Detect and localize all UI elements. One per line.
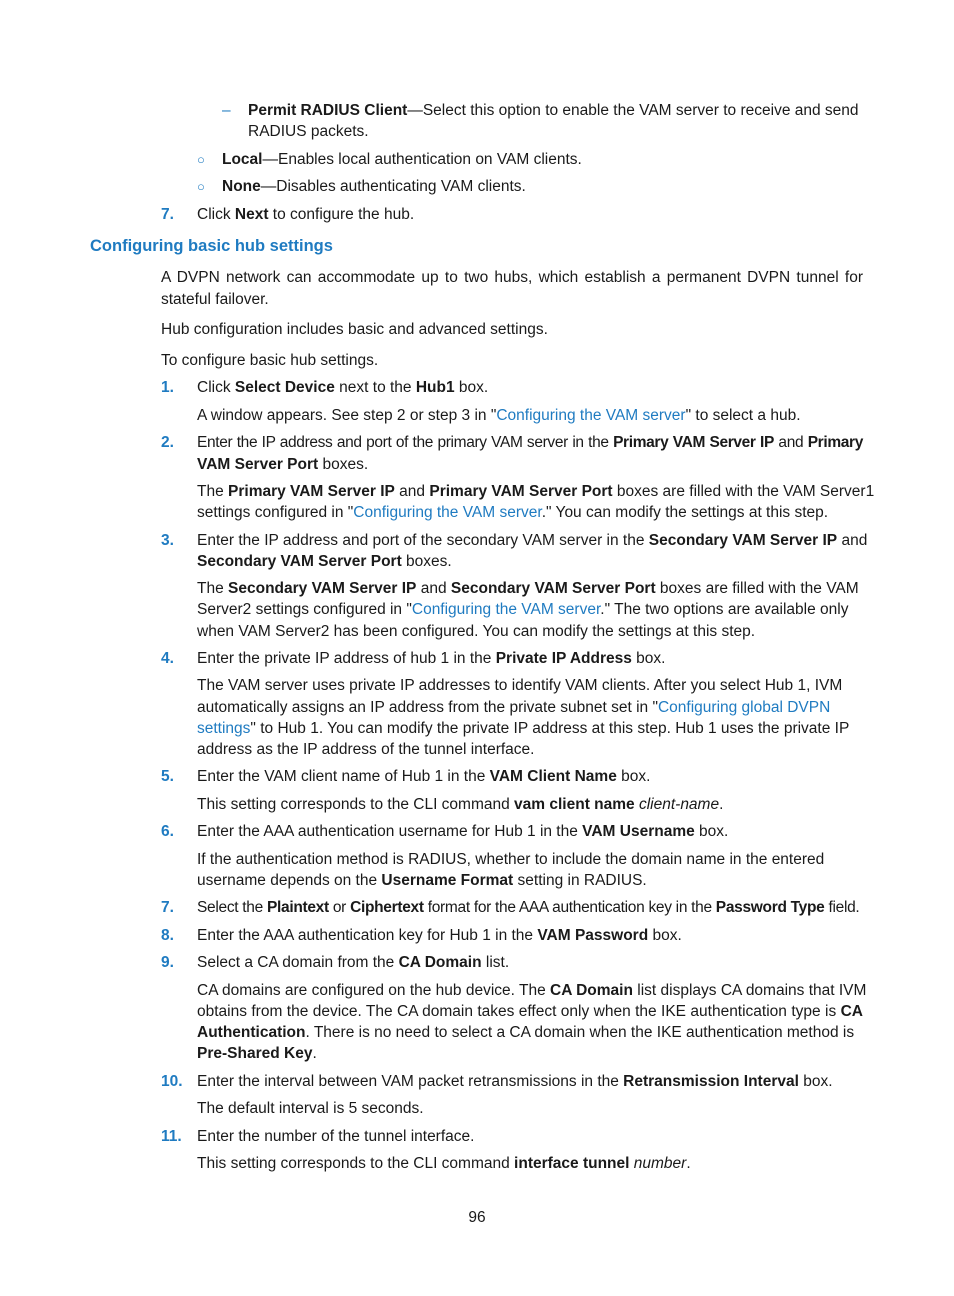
- text: " to select a hub.: [685, 407, 801, 424]
- term: VAM Client Name: [489, 768, 617, 785]
- step-10-note: The default interval is 5 seconds.: [197, 1100, 424, 1117]
- text: Click: [197, 206, 235, 223]
- step-2-cont: [197, 454, 368, 475]
- permit-radius-client-item-cont: RADIUS packets.: [248, 123, 369, 140]
- step-6-note-cont: [197, 870, 647, 891]
- text: " to Hub 1. You can modify the private IP address at this step. Hub 1 uses the private IP: [250, 720, 850, 737]
- text: .: [719, 796, 724, 813]
- text: box.: [616, 768, 651, 785]
- step-3: [197, 530, 868, 551]
- text: box.: [798, 1073, 833, 1090]
- text: setting in RADIUS.: [513, 872, 647, 889]
- step-9-note-cont: [197, 1001, 863, 1022]
- step-9: [197, 952, 509, 973]
- step-8: [197, 925, 682, 946]
- text: boxes.: [401, 553, 452, 570]
- section-heading: Configuring basic hub settings: [90, 237, 333, 255]
- step-6: [197, 821, 728, 842]
- term: CA Domain: [398, 954, 482, 971]
- text: list displays CA domains that IVM: [632, 982, 867, 999]
- term: Permit RADIUS Client: [248, 102, 408, 119]
- intro-paragraph-line: A DVPN network can accommodate up to two hubs, which establish a permanent DVPN tunnel for: [161, 269, 863, 286]
- term: Primary VAM Server IP: [613, 434, 774, 451]
- text: field.: [824, 899, 860, 916]
- text: and: [394, 483, 430, 500]
- step-9-note-cont: [197, 1022, 854, 1043]
- term: Select Device: [234, 379, 335, 396]
- text: automatically assigns an IP address from the private subnet set in ": [197, 699, 658, 716]
- cli-argument: number: [633, 1155, 687, 1172]
- configuring-global-dvpn-settings-link[interactable]: Configuring global DVPN: [657, 699, 831, 716]
- term: Primary: [807, 434, 863, 451]
- text: This setting corresponds to the CLI command: [197, 796, 515, 813]
- step-9-note-cont: [197, 1043, 317, 1064]
- text: Select the: [197, 899, 267, 916]
- term: None: [222, 178, 261, 195]
- text: . There is no need to select a CA domain when the IKE authentication method is: [305, 1024, 855, 1041]
- permit-radius-client-item: [248, 100, 859, 121]
- step-2-note: [197, 481, 874, 502]
- step-7-top: [197, 204, 414, 225]
- step-number: 3.: [161, 532, 174, 549]
- step-1-note: [197, 405, 801, 426]
- step-5: [197, 766, 650, 787]
- step-number: 2.: [161, 434, 174, 451]
- step-number: 11.: [161, 1128, 182, 1145]
- step-4-note-cont: address as the IP address of the tunnel interface.: [197, 741, 535, 758]
- term: Primary VAM Server IP: [228, 483, 395, 500]
- text: obtains from the device. The CA domain takes effect only when the IKE authentication type is: [197, 1003, 841, 1020]
- step-4-note-cont: [197, 697, 830, 718]
- text: Enter the interval between VAM packet retransmissions in the: [197, 1073, 624, 1090]
- term: Password Type: [715, 899, 825, 916]
- text: and: [416, 580, 451, 597]
- step-4-note: The VAM server uses private IP addresses to identify VAM clients. After you select Hub 1, IVM: [197, 677, 843, 694]
- text: box.: [648, 927, 682, 944]
- term: VAM Username: [582, 823, 695, 840]
- text: .: [312, 1045, 317, 1062]
- term: Private IP Address: [495, 650, 632, 667]
- circle-bullet-icon: ○: [197, 152, 205, 167]
- term: Local: [222, 151, 263, 168]
- step-number: 4.: [161, 650, 174, 667]
- text: The: [197, 580, 229, 597]
- text: The: [197, 483, 229, 500]
- intro-paragraph: To configure basic hub settings.: [161, 352, 379, 369]
- step-3-note-cont: when VAM Server2 has been configured. You can modify the settings at this step.: [197, 623, 756, 640]
- text: and: [774, 434, 808, 451]
- term: Secondary VAM Server IP: [648, 532, 838, 549]
- text: Click: [197, 379, 235, 396]
- desc: —Disables authenticating VAM clients.: [260, 178, 526, 195]
- text: next to the: [334, 379, 416, 396]
- term: VAM Password: [537, 927, 649, 944]
- text: boxes are filled with the VAM: [655, 580, 859, 597]
- text: list.: [481, 954, 510, 971]
- text: CA domains are configured on the hub device. The: [197, 982, 550, 999]
- intro-paragraph: Hub configuration includes basic and advanced settings.: [161, 321, 548, 338]
- local-item: [222, 149, 582, 170]
- text: box.: [631, 650, 666, 667]
- step-3-note: [197, 578, 859, 599]
- text: Enter the IP address and port of the secondary VAM server in the: [197, 532, 649, 549]
- term: Ciphertext: [350, 899, 424, 916]
- step-number: 6.: [161, 823, 174, 840]
- text: ." The two options are available only: [600, 601, 849, 618]
- text: Enter the AAA authentication key for Hub 1 in the: [197, 927, 538, 944]
- step-2-note-cont: [197, 502, 828, 523]
- step-5-note: [197, 794, 723, 815]
- step-number: 5.: [161, 768, 174, 785]
- text: boxes.: [318, 456, 369, 473]
- text: Enter the IP address and port of the primary VAM server in the: [197, 434, 614, 451]
- dash-bullet: –: [222, 102, 231, 119]
- cli-command: vam client name: [514, 796, 635, 813]
- text: This setting corresponds to the CLI command: [197, 1155, 515, 1172]
- circle-bullet-icon: ○: [197, 179, 205, 194]
- text: format for the AAA authentication key in the: [423, 899, 716, 916]
- text: .: [686, 1155, 691, 1172]
- step-number: 8.: [161, 927, 174, 944]
- text: or: [328, 899, 351, 916]
- term: Next: [234, 206, 269, 223]
- desc: —Enables local authentication on VAM clients.: [262, 151, 582, 168]
- cli-argument: client-name: [638, 796, 720, 813]
- term: Username Format: [381, 872, 514, 889]
- text: to configure the hub.: [268, 206, 415, 223]
- text: box.: [454, 379, 489, 396]
- step-number: 1.: [161, 379, 174, 396]
- step-number: 7.: [161, 206, 174, 223]
- text: ." You can modify the settings at this step.: [541, 504, 829, 521]
- term: Primary VAM Server Port: [429, 483, 613, 500]
- text: A window appears. See step 2 or step 3 in ": [197, 407, 497, 424]
- step-4: [197, 648, 665, 669]
- step-number: 10.: [161, 1073, 183, 1090]
- step-number: 7.: [161, 899, 174, 916]
- step-2: [197, 432, 863, 453]
- term: Secondary VAM Server Port: [450, 580, 656, 597]
- term: VAM Server Port: [197, 456, 319, 473]
- page-number: 96: [468, 1209, 486, 1226]
- configuring-global-dvpn-settings-link[interactable]: settings: [197, 720, 251, 737]
- intro-paragraph-line: stateful failover.: [161, 291, 269, 308]
- text: Enter the VAM client name of Hub 1 in the: [197, 768, 490, 785]
- term: Secondary VAM Server IP: [228, 580, 417, 597]
- configuring-vam-server-link[interactable]: Configuring the VAM server: [411, 601, 601, 618]
- cli-command: interface tunnel: [514, 1155, 630, 1172]
- text: Server2 settings configured in ": [197, 601, 412, 618]
- term: Authentication: [197, 1024, 306, 1041]
- term: CA Domain: [550, 982, 633, 999]
- configuring-vam-server-link[interactable]: Configuring the VAM server: [496, 407, 686, 424]
- term: Secondary VAM Server Port: [197, 553, 402, 570]
- term: Hub1: [415, 379, 455, 396]
- step-3-note-cont: [197, 599, 848, 620]
- text: Enter the AAA authentication username for Hub 1 in the: [197, 823, 583, 840]
- text: username depends on the: [197, 872, 382, 889]
- term: Plaintext: [266, 899, 329, 916]
- configuring-vam-server-link[interactable]: Configuring the VAM server: [353, 504, 542, 521]
- text: settings configured in ": [197, 504, 354, 521]
- step-10: [197, 1071, 833, 1092]
- step-4-note-cont: [197, 718, 849, 739]
- step-11-note: [197, 1153, 691, 1174]
- term: CA: [840, 1003, 863, 1020]
- step-3-cont: [197, 551, 452, 572]
- step-6-note: If the authentication method is RADIUS, whether to include the domain name in the entered: [197, 851, 825, 868]
- step-7: [197, 897, 859, 918]
- step-number: 9.: [161, 954, 174, 971]
- desc: —Select this option to enable the VAM server to receive and send: [407, 102, 859, 119]
- text: and: [837, 532, 868, 549]
- text: Select a CA domain from the: [197, 954, 399, 971]
- text: Enter the private IP address of hub 1 in the: [197, 650, 496, 667]
- step-11: Enter the number of the tunnel interface.: [197, 1128, 475, 1145]
- none-item: [222, 176, 526, 197]
- term: Pre-Shared Key: [197, 1045, 313, 1062]
- term: Retransmission Interval: [623, 1073, 799, 1090]
- text: box.: [694, 823, 729, 840]
- text: boxes are filled with the VAM Server1: [612, 483, 875, 500]
- step-1: [197, 377, 488, 398]
- step-9-note: [197, 980, 866, 1001]
